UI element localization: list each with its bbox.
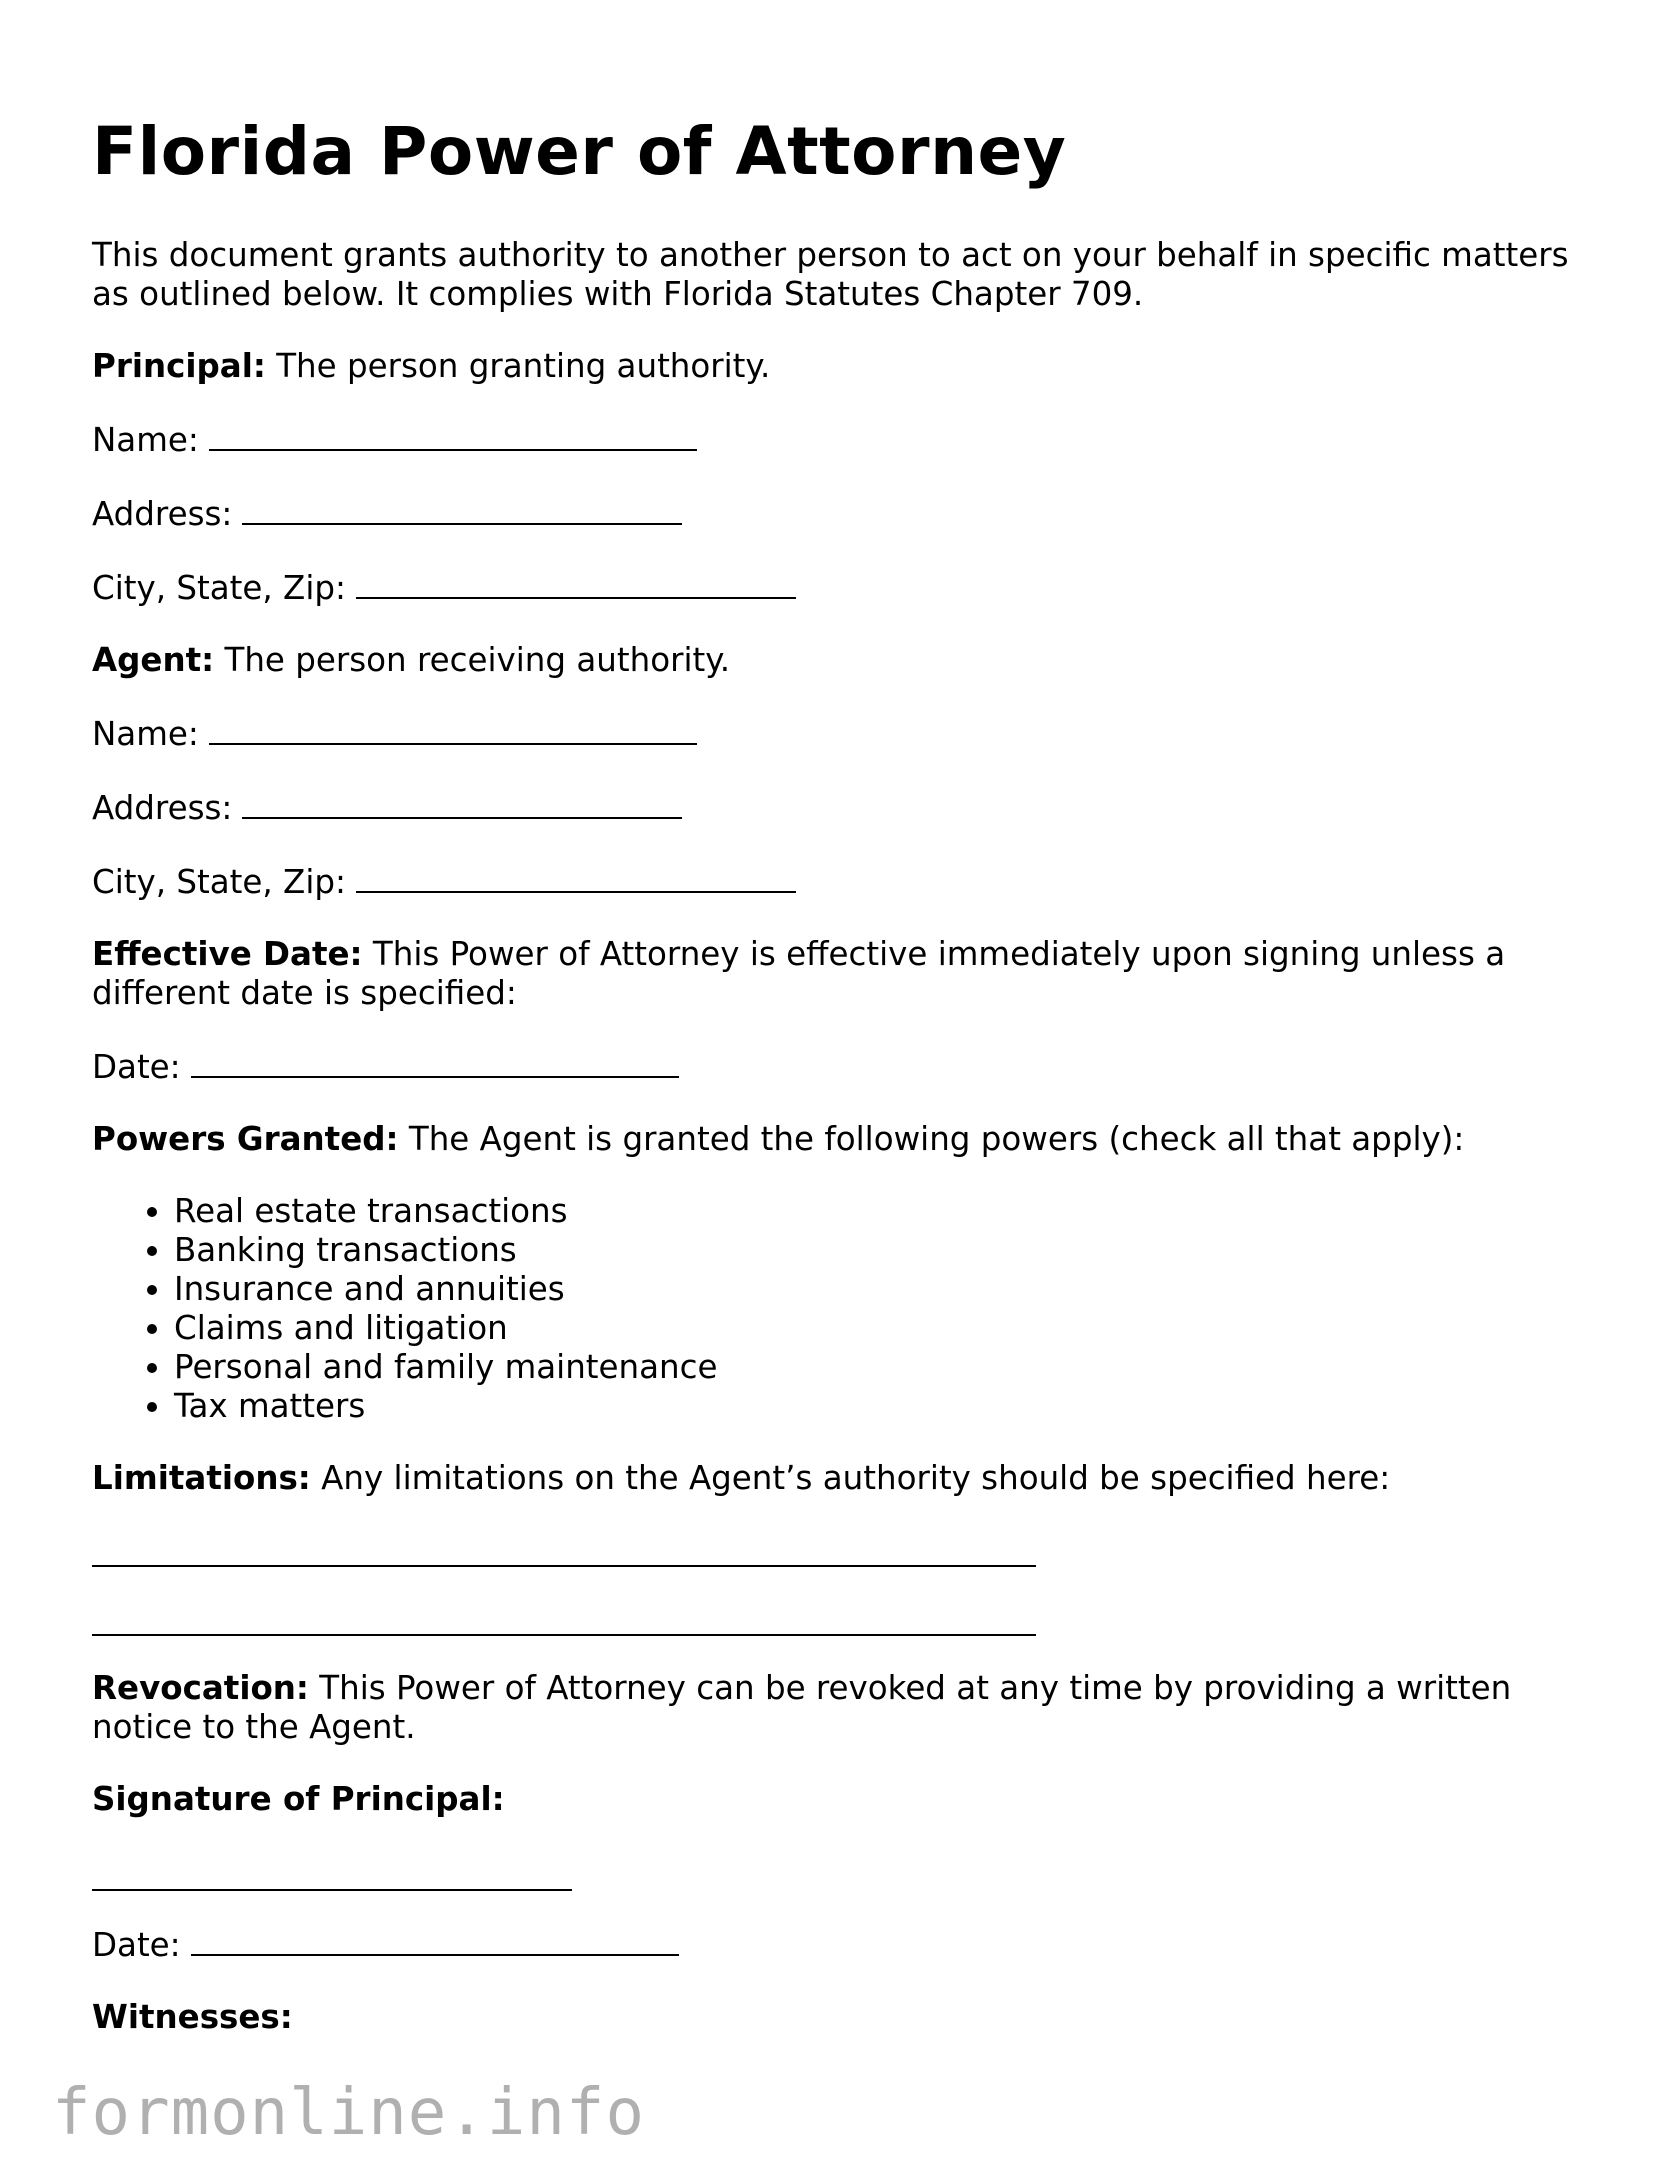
agent-heading: [92, 641, 1592, 680]
limitations-line-1[interactable]: [92, 1531, 1036, 1567]
powers-heading: [92, 1120, 1592, 1159]
agent-name-row: [92, 713, 1592, 754]
principal-address-row: [92, 493, 1592, 534]
power-item-tax[interactable]: • Tax matters: [174, 1387, 1592, 1426]
document: [92, 112, 1592, 2070]
signature-date-label: Date:: [92, 1926, 181, 1964]
revocation-heading: [92, 1669, 1592, 1747]
watermark: formonline.info: [52, 2076, 645, 2150]
intro-paragraph: This document grants authority to another person to act on your behalf in specific matters as outlined below. It complies with Florida Statutes Chapter 709.: [92, 236, 1569, 313]
witnesses-heading: [92, 1998, 1592, 2037]
principal-description: The person granting authority.: [265, 347, 771, 385]
principal-name-field[interactable]: [209, 419, 697, 451]
effective-date-field[interactable]: [191, 1046, 679, 1078]
limitations-description: Any limitations on the Agent’s authority should be specified here:: [310, 1459, 1391, 1497]
principal-name-label: Name:: [92, 421, 199, 459]
effective-date-field-label: Date:: [92, 1048, 181, 1086]
agent-name-field[interactable]: [209, 713, 697, 745]
agent-city-field[interactable]: [356, 861, 796, 893]
powers-list: [92, 1192, 1592, 1426]
principal-heading: [92, 347, 1592, 386]
revocation-label: Revocation:: [92, 1669, 309, 1707]
effective-date-label: Effective Date:: [92, 935, 363, 973]
powers-description: The Agent is granted the following powers (check all that apply):: [398, 1120, 1465, 1158]
limitations-heading: [92, 1459, 1592, 1498]
signature-heading: [92, 1780, 1592, 1819]
effective-date-description: This Power of Attorney is effective immediately upon signing unless a different date is specified:: [92, 935, 1506, 1012]
principal-name-row: [92, 419, 1592, 460]
limitations-line-2[interactable]: [92, 1600, 1036, 1636]
agent-city-row: [92, 861, 1592, 902]
signature-label: Signature of Principal:: [92, 1780, 505, 1818]
signature-date-field[interactable]: [191, 1924, 679, 1956]
principal-city-row: [92, 567, 1592, 608]
agent-address-row: [92, 787, 1592, 828]
page-title: Florida Power of Attorney: [92, 113, 1067, 190]
effective-date-row: [92, 1046, 1592, 1087]
power-item-personal[interactable]: • Personal and family maintenance: [174, 1348, 1592, 1387]
limitations-label: Limitations:: [92, 1459, 311, 1497]
principal-label: Principal:: [92, 347, 266, 385]
agent-description: The person receiving authority.: [214, 641, 731, 679]
witnesses-label: Witnesses:: [92, 1998, 293, 2036]
agent-name-label: Name:: [92, 715, 199, 753]
principal-address-field[interactable]: [242, 493, 682, 525]
agent-city-label: City, State, Zip:: [92, 863, 346, 901]
agent-label: Agent:: [92, 641, 215, 679]
agent-address-label: Address:: [92, 789, 233, 827]
principal-city-field[interactable]: [356, 567, 796, 599]
power-item-banking[interactable]: • Banking transactions: [174, 1231, 1592, 1270]
powers-label: Powers Granted:: [92, 1120, 399, 1158]
effective-date-heading: [92, 935, 1592, 1013]
principal-city-label: City, State, Zip:: [92, 569, 346, 607]
power-item-real-estate[interactable]: • Real estate transactions: [174, 1192, 1592, 1231]
principal-address-label: Address:: [92, 495, 233, 533]
power-item-insurance[interactable]: • Insurance and annuities: [174, 1270, 1592, 1309]
signature-line[interactable]: [92, 1855, 572, 1891]
power-item-claims[interactable]: • Claims and litigation: [174, 1309, 1592, 1348]
signature-date-row: [92, 1924, 1592, 1965]
agent-address-field[interactable]: [242, 787, 682, 819]
revocation-description: This Power of Attorney can be revoked at any time by providing a written notice to the Agent.: [92, 1669, 1512, 1746]
